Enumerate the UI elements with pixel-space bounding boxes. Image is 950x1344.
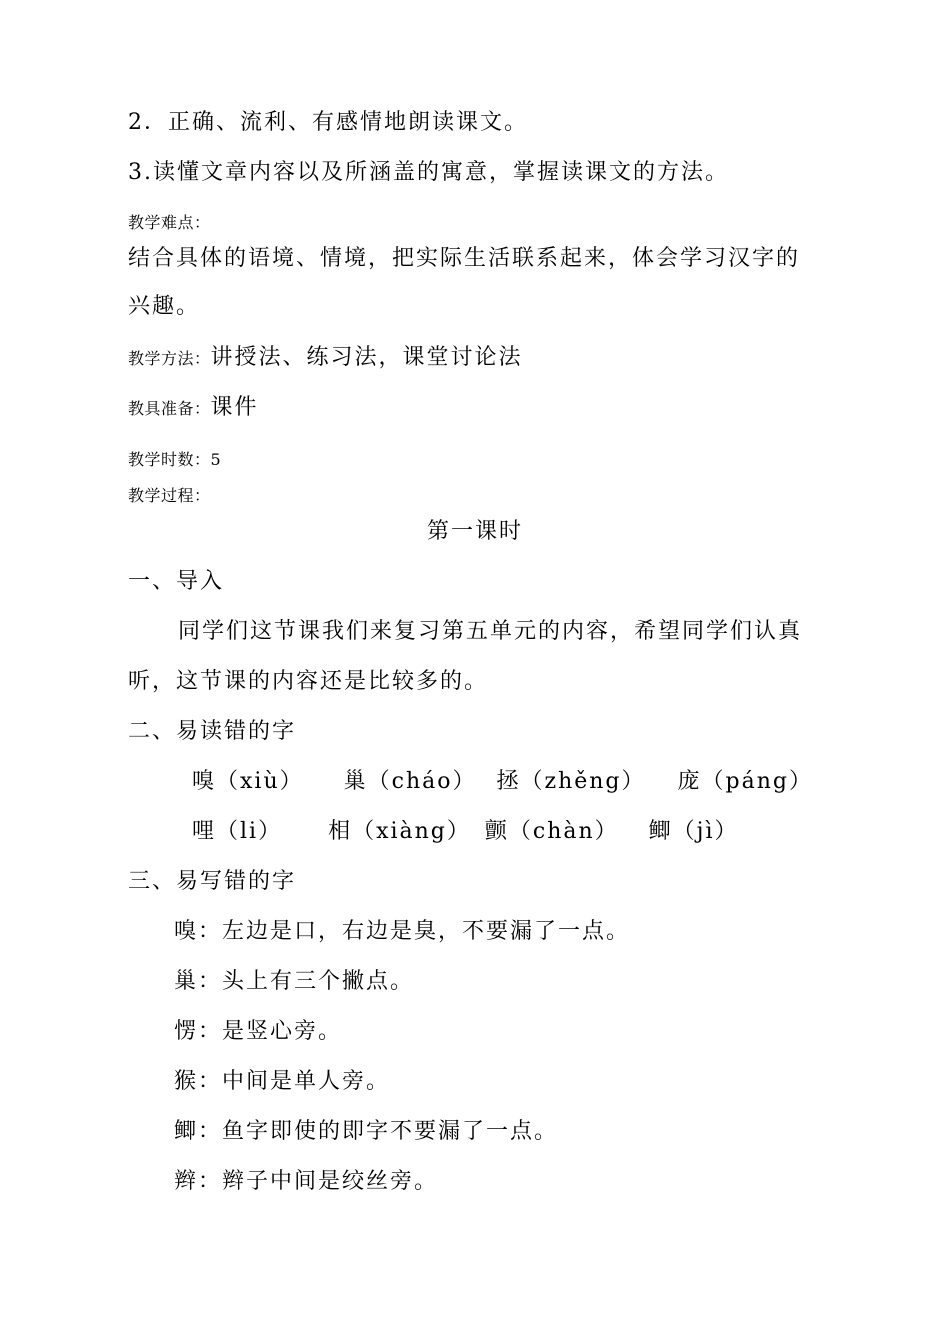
pinyin-item: 拯（zhěng）: [496, 769, 646, 794]
objective-item-2: 2．正确、流利、有感情地朗读课文。: [128, 110, 528, 135]
method-label: 教学方法：: [128, 349, 211, 368]
section1-para-line1: 同学们这节课我们来复习第五单元的内容，希望同学们认真: [178, 619, 803, 644]
pinyin-row-2: [192, 817, 739, 847]
pinyin-item: 巢（cháo）: [343, 769, 477, 794]
writing-item: 巢：头上有三个撇点。: [174, 969, 415, 994]
process-label: 教学过程：: [128, 486, 211, 505]
tools-row: [128, 393, 259, 424]
writing-item: 鲫：鱼字即使的即字不要漏了一点。: [174, 1119, 559, 1144]
pinyin-item: 颤（chàn）: [484, 819, 619, 844]
pinyin-item: 相（xiàng）: [328, 819, 471, 844]
hours-value: 5: [210, 450, 222, 469]
difficulty-text-line2: 兴趣。: [128, 294, 201, 319]
pinyin-item: 嗅（xiù）: [192, 769, 304, 794]
section1-para-line2: 听，这节课的内容还是比较多的。: [128, 669, 489, 694]
hours-row: [128, 445, 221, 475]
pinyin-item: 鲫（jì）: [648, 819, 739, 844]
tools-value: 课件: [210, 395, 259, 420]
writing-item: 愣：是竖心旁。: [174, 1019, 343, 1044]
writing-item: 辫：辫子中间是绞丝旁。: [174, 1169, 439, 1194]
writing-item: 嗅：左边是口，右边是臭，不要漏了一点。: [174, 919, 631, 944]
difficulty-text-line1: 结合具体的语境、情境，把实际生活联系起来，体会学习汉字的: [128, 246, 801, 271]
method-value: 讲授法、练习法，课堂讨论法: [210, 345, 523, 370]
pinyin-item: 哩（li）: [192, 819, 283, 844]
section3-heading: 三、易写错的字: [128, 869, 297, 894]
pinyin-row-1: [192, 767, 813, 797]
writing-item: 猴：中间是单人旁。: [174, 1069, 391, 1094]
tools-label: 教具准备：: [128, 399, 211, 418]
section2-heading: 二、易读错的字: [128, 719, 297, 744]
pinyin-item: 庞（páng）: [677, 769, 813, 794]
difficulty-label: 教学难点：: [128, 213, 211, 232]
hours-label: 教学时数：: [128, 450, 211, 469]
lesson-title: 第一课时: [426, 519, 523, 544]
section1-heading: 一、导入: [128, 569, 225, 594]
method-row: [128, 343, 523, 374]
objective-item-3: 3.读懂文章内容以及所涵盖的寓意，掌握读课文的方法。: [128, 160, 729, 185]
